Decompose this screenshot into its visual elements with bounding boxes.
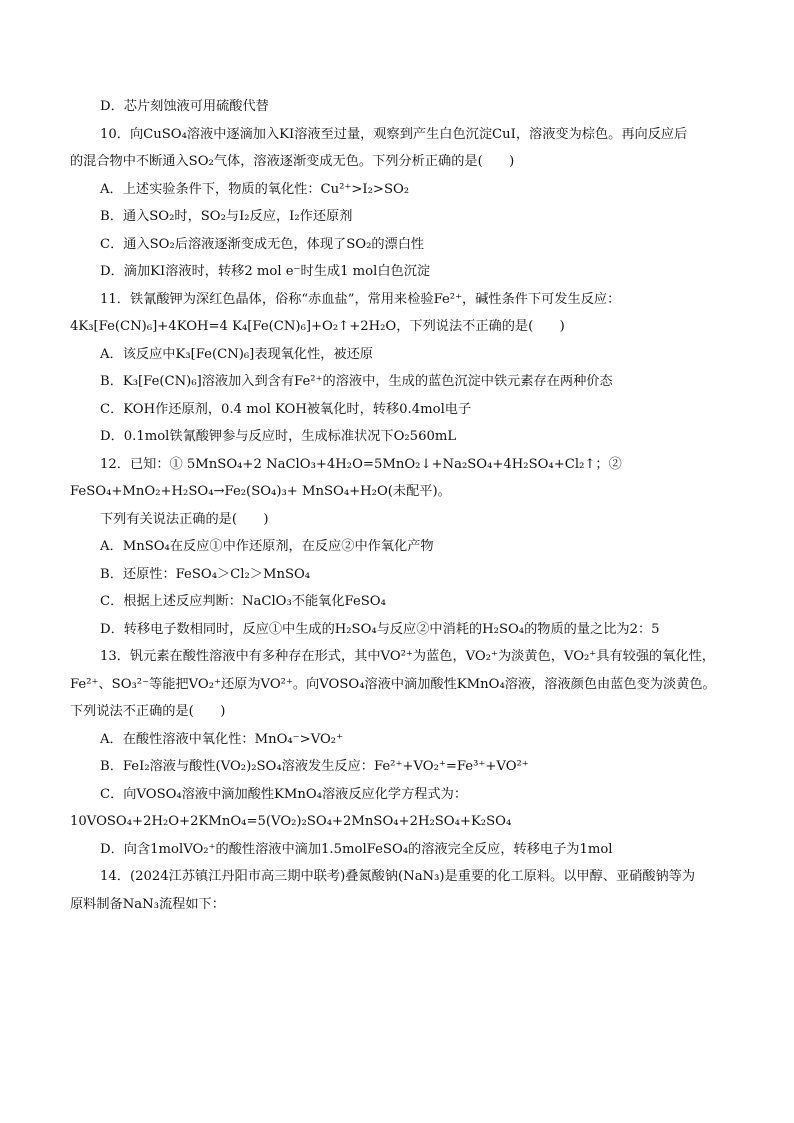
q12-option-d: D．转移电子数相同时，反应①中生成的H₂SO₄与反应②中消耗的H₂SO₄的物质的量之比为2：5 <box>100 622 660 637</box>
q11-option-c: C．KOH作还原剂，0.4 mol KOH被氧化时，转移0.4mol电子 <box>100 402 472 417</box>
q12-stem-line-2: FeSO₄+MnO₂+H₂SO₄→Fe₂(SO₄)₃+ MnSO₄+H₂O(未配平)。 <box>70 484 451 499</box>
q11-option-a: A．该反应中K₃[Fe(CN)₆]表现氧化性，被还原 <box>100 347 374 362</box>
q13-option-c-eq: 10VOSO₄+2H₂O+2KMnO₄=5(VO₂)₂SO₄+2MnSO₄+2H₂SO₄+K₂SO₄ <box>70 814 512 829</box>
q12-option-c: C．根据上述反应判断：NaClO₃不能氧化FeSO₄ <box>100 594 386 609</box>
q12-stem-line-3: 下列有关说法正确的是( ) <box>100 512 269 527</box>
q14-stem-line-1: 14．(2024江苏镇江丹阳市高三期中联考)叠氮酸钠(NaN₃)是重要的化工原料。以甲醇、亚硝酸钠等为 <box>100 869 696 884</box>
q10-option-a: A．上述实验条件下，物质的氧化性：Cu²⁺>I₂>SO₂ <box>100 182 410 197</box>
q10-option-b: B．通入SO₂时，SO₂与I₂反应，I₂作还原剂 <box>100 209 353 224</box>
q10-option-d: D．滴加KI溶液时，转移2 mol e⁻时生成1 mol白色沉淀 <box>100 264 431 279</box>
q13-option-c: C．向VOSO₄溶液中滴加酸性KMnO₄溶液反应化学方程式为： <box>100 787 468 802</box>
q13-option-b: B．FeI₂溶液与酸性(VO₂)₂SO₄溶液发生反应：Fe²⁺+VO₂⁺=Fe³⁺+VO²⁺ <box>100 759 529 774</box>
q11-stem-line-2: 4K₃[Fe(CN)₆]+4KOH=4 K₄[Fe(CN)₆]+O₂↑+2H₂O，下列说法不正确的是( ) <box>70 319 565 334</box>
q13-stem-line-1: 13．钒元素在酸性溶液中有多种存在形式，其中VO²⁺为蓝色，VO₂⁺为淡黄色，VO₂⁺具有较强的氧化性， <box>100 649 715 664</box>
q12-stem-line-1: 12．已知：① 5MnSO₄+2 NaClO₃+4H₂O=5MnO₂↓+Na₂SO₄+4H₂SO₄+Cl₂↑；② <box>100 457 622 472</box>
q13-option-d: D．向含1molVO₂⁺的酸性溶液中滴加1.5molFeSO₄的溶液完全反应，转移电子为1mol <box>100 842 613 857</box>
q13-option-a: A．在酸性溶液中氧化性：MnO₄⁻>VO₂⁺ <box>100 732 344 747</box>
q13-stem-line-3: 下列说法不正确的是( ) <box>70 704 226 719</box>
q10-option-c: C．通入SO₂后溶液逐渐变成无色，体现了SO₂的漂白性 <box>100 237 425 252</box>
q13-stem-line-2: Fe²⁺、SO₃²⁻等能把VO₂⁺还原为VO²⁺。向VOSO₄溶液中滴加酸性KMnO₄溶液，溶液颜色由蓝色变为淡黄色。 <box>70 677 716 692</box>
q12-option-a: A．MnSO₄在反应①中作还原剂，在反应②中作氧化产物 <box>100 539 434 554</box>
q9-option-d: D．芯片刻蚀液可用硫酸代替 <box>100 99 269 114</box>
q11-option-b: B．K₃[Fe(CN)₆]溶液加入到含有Fe²⁺的溶液中，生成的蓝色沉淀中铁元素存在两种价态 <box>100 374 613 389</box>
q14-stem-line-2: 原料制备NaN₃流程如下： <box>70 897 225 912</box>
q10-stem-line-2: 的混合物中不断通入SO₂气体，溶液逐渐变成无色。下列分析正确的是( ) <box>70 154 515 169</box>
q11-option-d: D．0.1mol铁氰酸钾参与反应时，生成标准状况下O₂560mL <box>100 429 457 444</box>
q11-stem-line-1: 11．铁氰酸钾为深红色晶体，俗称“赤血盐”，常用来检验Fe²⁺，碱性条件下可发生反应： <box>100 292 621 307</box>
q10-stem-line-1: 10．向CuSO₄溶液中逐滴加入KI溶液至过量，观察到产生白色沉淀CuI，溶液变为棕色。再向反应后 <box>100 127 688 142</box>
q12-option-b: B．还原性：FeSO₄＞Cl₂＞MnSO₄ <box>100 567 311 582</box>
